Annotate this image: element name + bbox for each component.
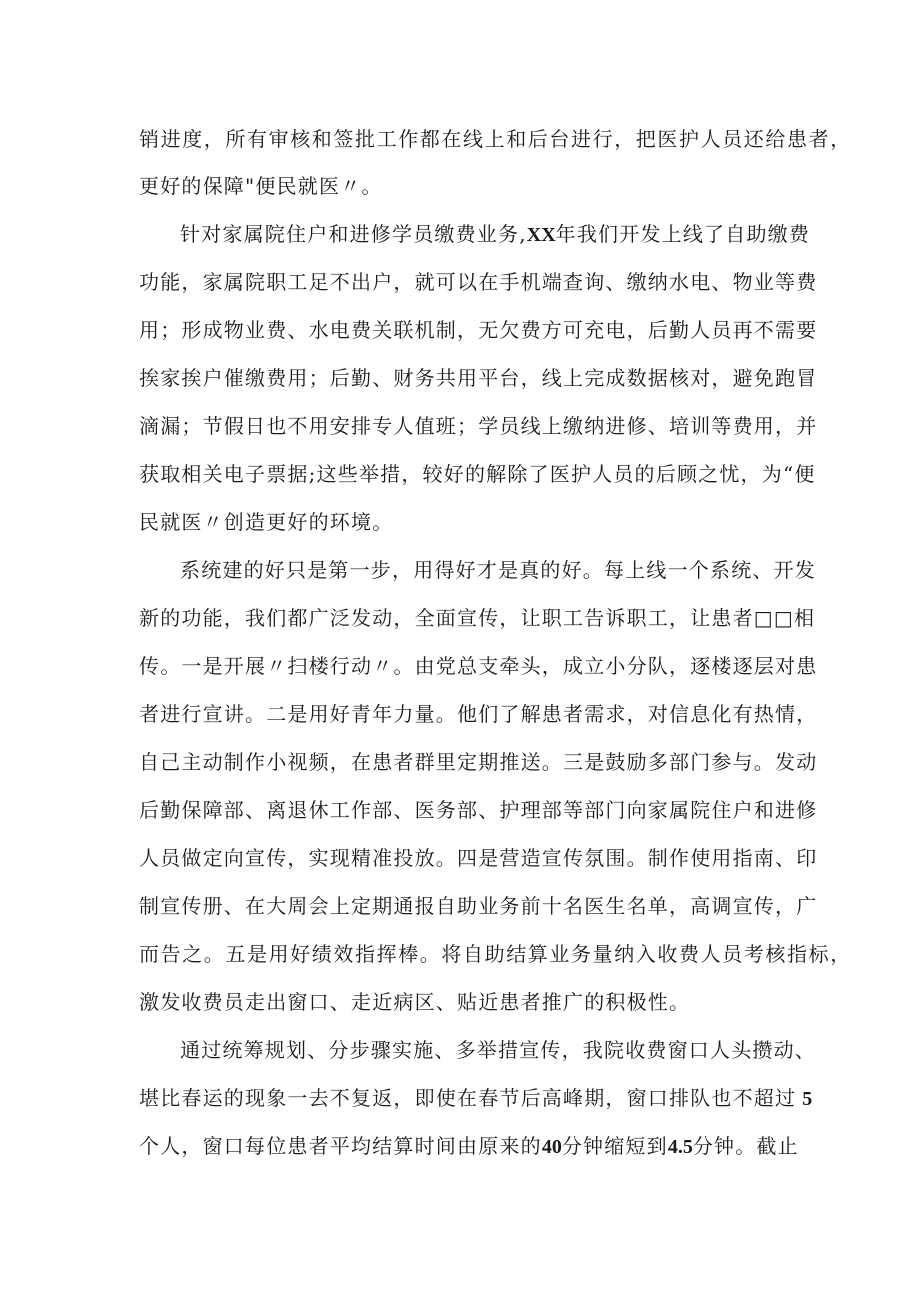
paragraph-3-line-4: 者进行宣讲。二是用好青年力量。他们了解患者需求，对信息化有热情，: [139, 702, 818, 726]
paragraph-4-line-2: [139, 1086, 812, 1111]
paragraph-3-line-9: 而告之。五是用好绩效指挥棒。将自助结算业务量纳入收费人员考核指标，: [139, 942, 852, 966]
paragraph-3-line-8: 制宣传册、在大周会上定期通报自助业务前十名医生名单，高调宣传，广: [139, 894, 818, 918]
paragraph-3-line-6: 后勤保障部、离退休工作部、医务部、护理部等部门向家属院住户和进修: [139, 798, 818, 822]
paragraph-3-line-5: 自己主动制作小视频，在患者群里定期推送。三是鼓励多部门参与。发动: [139, 750, 818, 774]
paragraph-3-line-7: 人员做定向宣传，实现精准投放。四是营造宣传氛围。制作使用指南、印: [139, 846, 818, 870]
paragraph-2-line-1: [180, 222, 810, 247]
paragraph-2-line-5: 滴漏；节假日也不用安排专人值班；学员线上缴纳进修、培训等费用，并: [139, 414, 818, 438]
paragraph-2-line-2: 功能，家属院职工足不出户，就可以在手机端查询、缴纳水电、物业等费: [139, 270, 818, 294]
paragraph-2-line-7: 民就医〃创造更好的环境。: [139, 510, 394, 534]
paragraph-4-line-3: [139, 1134, 799, 1159]
paragraph-2-line-3: 用；形成物业费、水电费关联机制，无欠费方可充电，后勤人员再不需要: [139, 318, 818, 342]
paragraph-1-line-2: 更好的保障"便民就医〃。: [139, 174, 383, 198]
paragraph-2-line-1-text-a: 针对家属院住户和进修学员缴费业务,: [180, 222, 527, 246]
paragraph-4-line-3-text-a: 个人，窗口每位患者平均结算时间由原来的: [139, 1134, 542, 1158]
paragraph-3-line-3: 传。一是开展〃扫楼行动〃。由党总支牵头，成立小分队，逐楼逐层对患: [139, 654, 818, 678]
paragraph-3-line-2: 新的功能，我们都广泛发动，全面宣传，让职工告诉职工，让患者□□相: [139, 606, 816, 630]
new-minutes-number: 4.5: [667, 1136, 693, 1158]
original-minutes-number: 40: [541, 1136, 562, 1158]
paragraph-2-year-placeholder: XX: [526, 224, 556, 246]
paragraph-4-line-1: 通过统筹规划、分步骤实施、多举措宣传，我院收费窗口人头攒动、: [180, 1038, 816, 1062]
paragraph-1-line-1: 销进度，所有审核和签批工作都在线上和后台进行，把医护人员还给患者，: [139, 127, 852, 151]
paragraph-2-line-1-text-c: 年我们开发上线了自助缴费: [555, 222, 811, 246]
paragraph-4-line-3-text-e: 分钟。截止: [692, 1134, 799, 1158]
queue-limit-number: 5: [802, 1088, 813, 1110]
paragraph-2-line-4: 挨家挨户催缴费用；后勤、财务共用平台，线上完成数据核对，避免跑冒: [139, 366, 818, 390]
paragraph-2-line-6: 获取相关电子票据;这些举措，较好的解除了医护人员的后顾之忧，为“便: [139, 462, 816, 486]
paragraph-4-line-2-text: 堪比春运的现象一去不复返，即使在春节后高峰期，窗口排队也不超过: [139, 1086, 797, 1110]
paragraph-3-line-1: 系统建的好只是第一步，用得好才是真的好。每上线一个系统、开发: [180, 558, 816, 582]
paragraph-3-line-10: 激发收费员走出窗口、走近病区、贴近患者推广的积极性。: [139, 990, 691, 1014]
paragraph-4-line-3-text-c: 分钟缩短到: [561, 1134, 668, 1158]
